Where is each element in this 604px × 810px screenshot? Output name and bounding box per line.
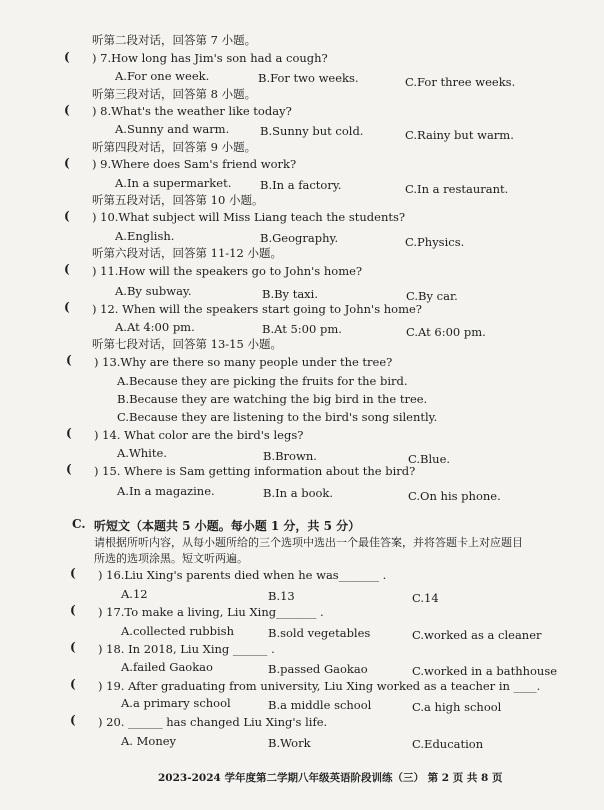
q18-question: ) 18. In 2018, Liu Xing ______ . — [98, 642, 275, 656]
q14-question: ) 14. What color are the bird's legs? — [94, 428, 304, 442]
section-c-title: 听短文（本题共 5 小题。每小题 1 分，共 5 分） — [94, 519, 361, 533]
q17-question: ) 17.To make a living, Liu Xing_______ . — [98, 605, 324, 619]
instruction-dialogue-2: 听第二段对话，回答第 7 小题。 — [92, 33, 257, 47]
q15-option-a: A.In a magazine. — [117, 484, 215, 498]
q15-answer-paren: ( — [66, 462, 72, 476]
q16-question: ) 16.Liu Xing's parents died when he was_______ . — [98, 568, 387, 582]
q16-option-a: A.12 — [121, 587, 148, 601]
q16-answer-paren: ( — [70, 566, 76, 580]
section-c-description-2: 所选的选项涂黑。短文听两遍。 — [94, 552, 248, 565]
q12-answer-paren: ( — [64, 300, 70, 314]
q17-answer-paren: ( — [70, 603, 76, 617]
q8-option-b: B.Sunny but cold. — [260, 124, 364, 138]
q19-option-c: C.a high school — [412, 700, 502, 714]
q7-answer-paren: ( — [64, 50, 70, 64]
q12-question: ) 12. When will the speakers start going to John's home? — [92, 302, 422, 316]
q10-answer-paren: ( — [64, 209, 70, 223]
q20-option-b: B.Work — [268, 736, 311, 750]
q9-option-a: A.In a supermarket. — [115, 176, 232, 190]
instruction-dialogue-5: 听第五段对话，回答第 10 小题。 — [92, 193, 264, 207]
q7-option-c: C.For three weeks. — [405, 75, 516, 89]
q15-option-b: B.In a book. — [263, 486, 334, 500]
q13-option-b: B.Because they are watching the big bird in the tree. — [117, 392, 428, 406]
q17-option-b: B.sold vegetables — [268, 626, 371, 640]
q18-option-b: B.passed Gaokao — [268, 662, 368, 676]
q18-option-a: A.failed Gaokao — [121, 660, 213, 674]
q15-option-c: C.On his phone. — [408, 489, 501, 503]
q9-option-b: B.In a factory. — [260, 178, 342, 192]
q20-answer-paren: ( — [70, 713, 76, 727]
q7-question: ) 7.How long has Jim's son had a cough? — [92, 51, 328, 65]
q8-question: ) 8.What's the weather like today? — [92, 104, 292, 118]
section-c-label: C. — [72, 517, 86, 531]
q14-option-a: A.White. — [117, 446, 167, 460]
q16-option-c: C.14 — [412, 591, 439, 605]
q10-option-a: A.English. — [115, 229, 175, 243]
q11-option-b: B.By taxi. — [262, 287, 319, 301]
q12-option-c: C.At 6:00 pm. — [406, 325, 486, 339]
q20-option-c: C.Education — [412, 737, 484, 751]
q9-answer-paren: ( — [64, 156, 70, 170]
q17-option-c: C.worked as a cleaner — [412, 628, 542, 642]
q9-option-c: C.In a restaurant. — [405, 182, 509, 196]
q11-question: ) 11.How will the speakers go to John's home? — [92, 264, 363, 278]
q14-option-c: C.Blue. — [408, 452, 451, 466]
q15-question: ) 15. Where is Sam getting information about the bird? — [94, 464, 416, 478]
q11-option-c: C.By car. — [406, 289, 458, 303]
q16-option-b: B.13 — [268, 589, 295, 603]
q10-option-b: B.Geography. — [260, 231, 339, 245]
q13-answer-paren: ( — [66, 353, 72, 367]
q14-option-b: B.Brown. — [263, 449, 317, 463]
q18-option-c: C.worked in a bathhouse — [412, 664, 558, 678]
q13-option-c: C.Because they are listening to the bird's song silently. — [117, 410, 438, 424]
q10-option-c: C.Physics. — [405, 235, 465, 249]
q8-answer-paren: ( — [64, 103, 70, 117]
instruction-dialogue-6: 听第六段对话，回答第 11-12 小题。 — [92, 246, 282, 260]
q12-option-b: B.At 5:00 pm. — [262, 322, 342, 336]
q7-option-a: A.For one week. — [115, 69, 210, 83]
q10-question: ) 10.What subject will Miss Liang teach the students? — [92, 210, 406, 224]
instruction-dialogue-4: 听第四段对话，回答第 9 小题。 — [92, 140, 257, 154]
q11-option-a: A.By subway. — [115, 284, 192, 298]
q13-option-a: A.Because they are picking the fruits for the bird. — [117, 374, 408, 388]
instruction-dialogue-3: 听第三段对话，回答第 8 小题。 — [92, 87, 257, 101]
q18-answer-paren: ( — [70, 640, 76, 654]
q19-answer-paren: ( — [70, 677, 76, 691]
q20-question: ) 20. ______ has changed Liu Xing's life. — [98, 715, 328, 729]
q19-option-a: A.a primary school — [121, 696, 231, 710]
instruction-dialogue-7: 听第七段对话，回答第 13-15 小题。 — [92, 337, 282, 351]
section-c-description-1: 请根据所听内容，从每小题所给的三个选项中选出一个最佳答案，并将答题卡上对应题目 — [94, 536, 523, 549]
q19-option-b: B.a middle school — [268, 698, 372, 712]
page-footer: 2023-2024 学年度第二学期八年级英语阶段训练（三） 第 2 页 共 8 页 — [158, 772, 503, 784]
q14-answer-paren: ( — [66, 426, 72, 440]
q11-answer-paren: ( — [64, 262, 70, 276]
q13-question: ) 13.Why are there so many people under the tree? — [94, 355, 393, 369]
q19-question: ) 19. After graduating from university, Liu Xing worked as a teacher in ____. — [98, 679, 541, 693]
q8-option-a: A.Sunny and warm. — [115, 122, 230, 136]
q20-option-a: A. Money — [121, 734, 177, 748]
q7-option-b: B.For two weeks. — [258, 71, 359, 85]
q17-option-a: A.collected rubbish — [121, 624, 234, 638]
q12-option-a: A.At 4:00 pm. — [115, 320, 195, 334]
q8-option-c: C.Rainy but warm. — [405, 128, 514, 142]
q9-question: ) 9.Where does Sam's friend work? — [92, 157, 297, 171]
